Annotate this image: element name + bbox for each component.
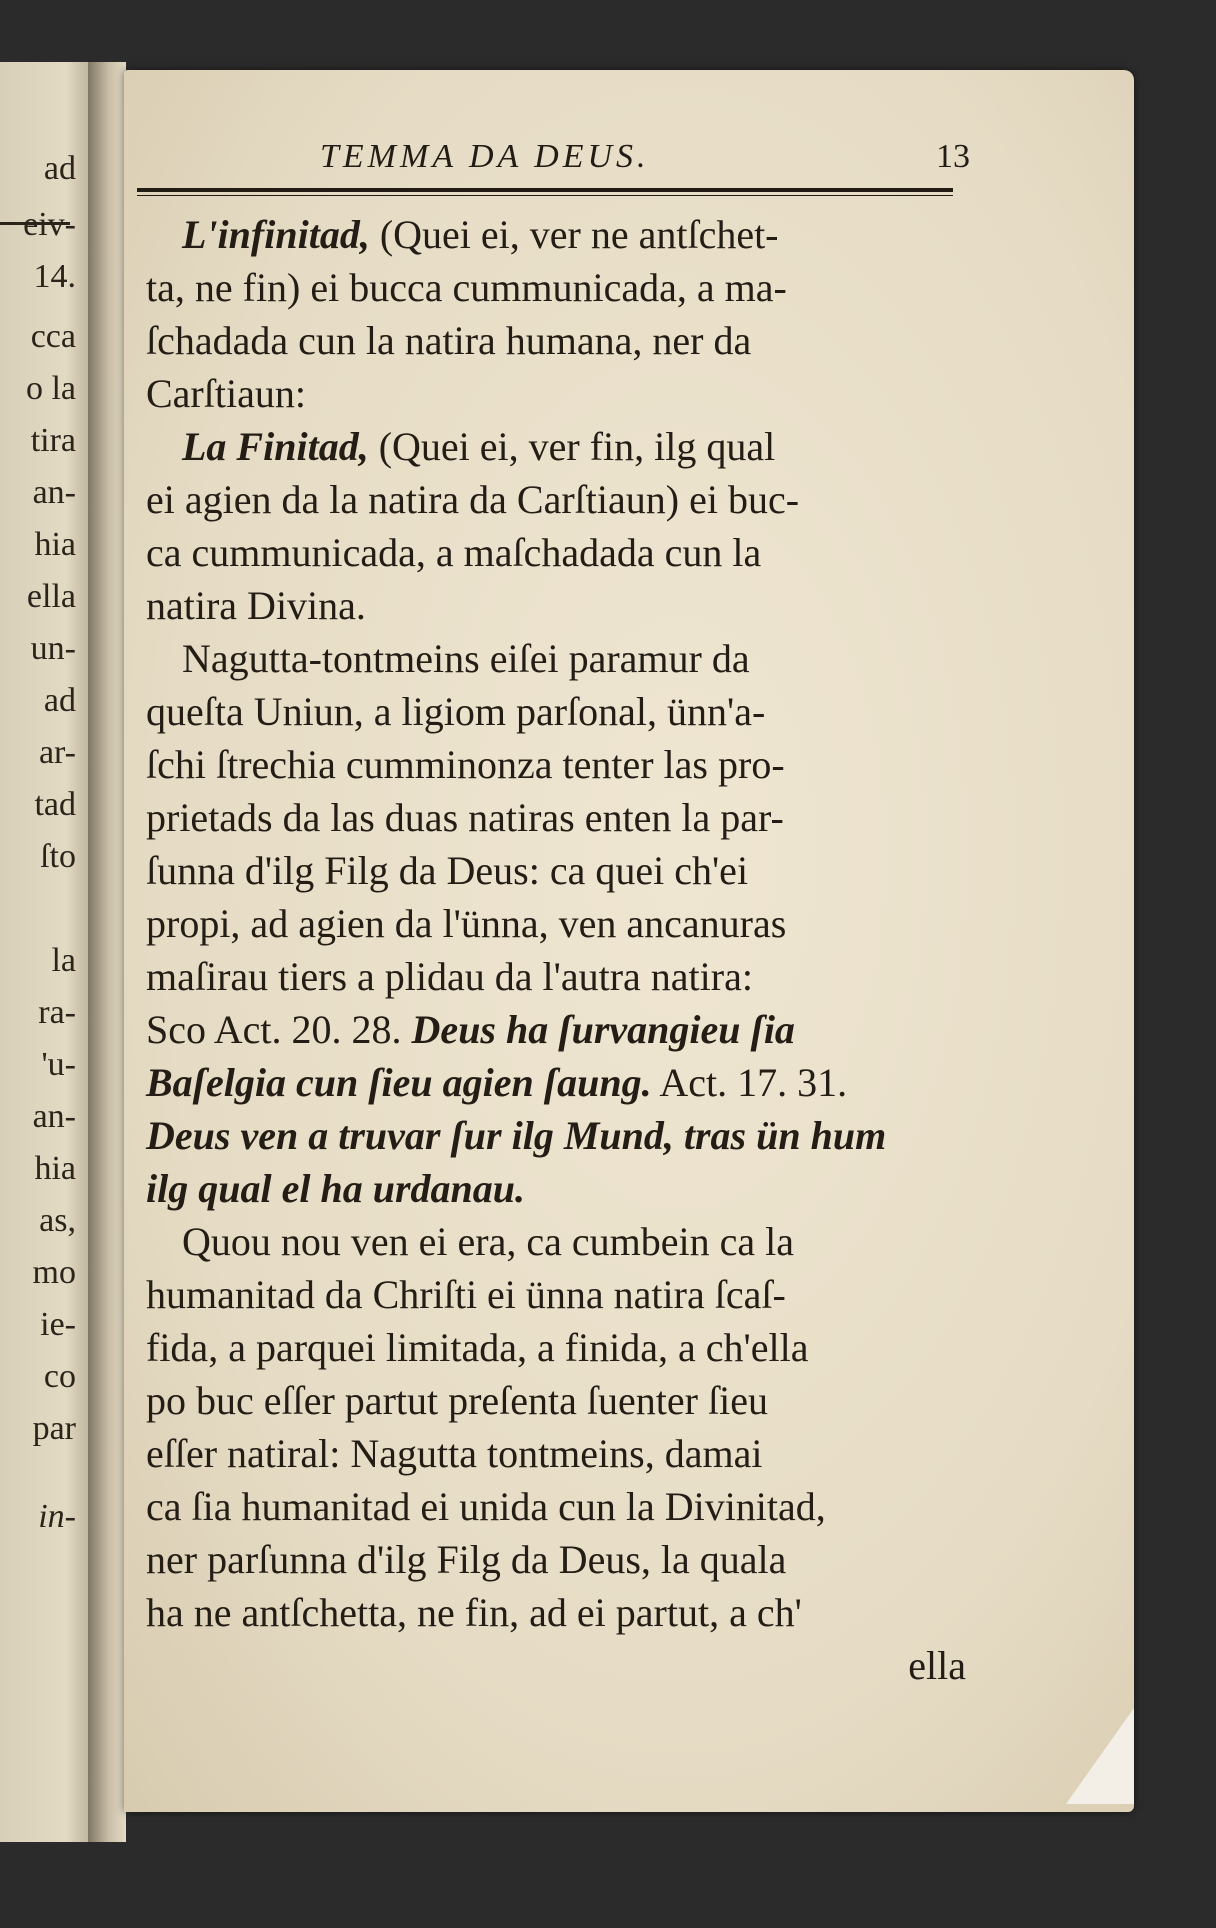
text-line: ner parſunna d'ilg Filg da Deus, la quala	[146, 1537, 787, 1582]
left-page-fragment: ra-	[38, 994, 76, 1031]
scripture-ref: Sco Act. 20. 28.	[146, 1007, 402, 1052]
text-line: Nagutta-tontmeins eiſei paramur da	[182, 636, 750, 681]
text-line: ca ſia humanitad ei unida cun la Divinitad,	[146, 1484, 826, 1529]
left-page-fragment: as,	[39, 1202, 76, 1239]
left-page-fragment: o la	[25, 370, 76, 407]
left-page-fragment: in-	[38, 1498, 76, 1535]
scripture-quote: Deus ven a truvar ſur ilg Mund, tras ün hum	[146, 1113, 887, 1158]
left-page-fragment: eiv-	[23, 206, 76, 243]
text-line: ſchadada cun la natira humana, ner da	[146, 318, 752, 363]
left-page-fragment: 14.	[33, 258, 76, 295]
scripture-quote: Deus ha ſurvangieu ſia	[411, 1007, 795, 1052]
text-line: queſta Uniun, a ligiom parſonal, ünn'a-	[146, 689, 766, 734]
text-run: (Quei ei, ver ne antſchet-	[379, 212, 779, 257]
left-page-fragment: an-	[32, 474, 76, 511]
page-number: 13	[936, 138, 970, 175]
left-page-fragment: ad	[43, 682, 76, 719]
left-page-fragment: 'u-	[41, 1046, 76, 1083]
text-line: humanitad da Chriſti ei ünna natira ſcaſ-	[146, 1272, 786, 1317]
scripture-quote: Baſelgia cun ſieu agien ſaung.	[146, 1060, 652, 1105]
text-line	[146, 208, 976, 261]
text-line: ca cummunicada, a maſchadada cun la	[146, 530, 762, 575]
text-line: maſirau tiers a plidau da l'autra natira:	[146, 954, 753, 999]
text-line: fida, a parquei limitada, a finida, a ch'ella	[146, 1325, 809, 1370]
text-line: ſchi ſtrechia cumminonza tenter las pro-	[146, 742, 785, 787]
text-line: ſunna d'ilg Filg da Deus: ca quei ch'ei	[146, 848, 749, 893]
left-page-fragment: tad	[34, 786, 76, 823]
italic-term: L'infinitad,	[182, 212, 370, 257]
header-rule	[137, 188, 953, 192]
running-title: TEMMA DA DEUS.	[320, 138, 650, 175]
scripture-quote: ilg qual el ha urdanau.	[146, 1166, 526, 1211]
left-page-fragment: la	[51, 942, 76, 979]
book-gutter	[88, 62, 126, 1842]
left-page-fragment: ad	[43, 150, 76, 187]
scripture-ref: Act. 17. 31.	[659, 1060, 848, 1105]
left-page-fragment: ie-	[40, 1306, 76, 1343]
text-line	[146, 420, 976, 473]
body-text	[146, 208, 976, 1692]
text-line: Quou nou ven ei era, ca cumbein ca la	[182, 1219, 794, 1264]
text-line	[146, 1003, 976, 1056]
page-header	[190, 138, 970, 186]
left-page-fragment: mo	[32, 1254, 76, 1291]
left-page-fragment: ella	[26, 578, 76, 615]
left-page-edge	[0, 62, 94, 1842]
left-page-fragment: an-	[32, 1098, 76, 1135]
text-line: ha ne antſchetta, ne fin, ad ei partut, a ch'	[146, 1590, 802, 1635]
text-line: prietads da las duas natiras enten la par-	[146, 795, 784, 840]
text-line: propi, ad agien da l'ünna, ven ancanuras	[146, 901, 787, 946]
left-page-fragment: hia	[34, 526, 76, 563]
left-page-fragment: par	[32, 1410, 76, 1447]
text-run: (Quei ei, ver fin, ilg qual	[378, 424, 776, 469]
left-page-fragment: ar-	[38, 734, 76, 771]
text-line: natira Divina.	[146, 583, 366, 628]
text-line: eſſer natiral: Nagutta tontmeins, damai	[146, 1431, 763, 1476]
left-page-fragment: ſto	[40, 838, 76, 875]
text-line: ei agien da la natira da Carſtiaun) ei buc-	[146, 477, 800, 522]
left-page-fragment: co	[43, 1358, 76, 1395]
text-line: po buc eſſer partut preſenta ſuenter ſieu	[146, 1378, 768, 1423]
left-page-fragment: tira	[30, 422, 76, 459]
text-line	[146, 1056, 976, 1109]
left-page-fragment: cca	[30, 318, 76, 355]
catchword: ella	[908, 1643, 966, 1688]
left-page-fragment: un-	[30, 630, 76, 667]
header-rule-thin	[137, 195, 953, 196]
text-line: ta, ne fin) ei bucca cummunicada, a ma-	[146, 265, 787, 310]
italic-term: La Finitad,	[182, 424, 369, 469]
left-page-fragment: hia	[34, 1150, 76, 1187]
text-line: Carſtiaun:	[146, 371, 306, 416]
